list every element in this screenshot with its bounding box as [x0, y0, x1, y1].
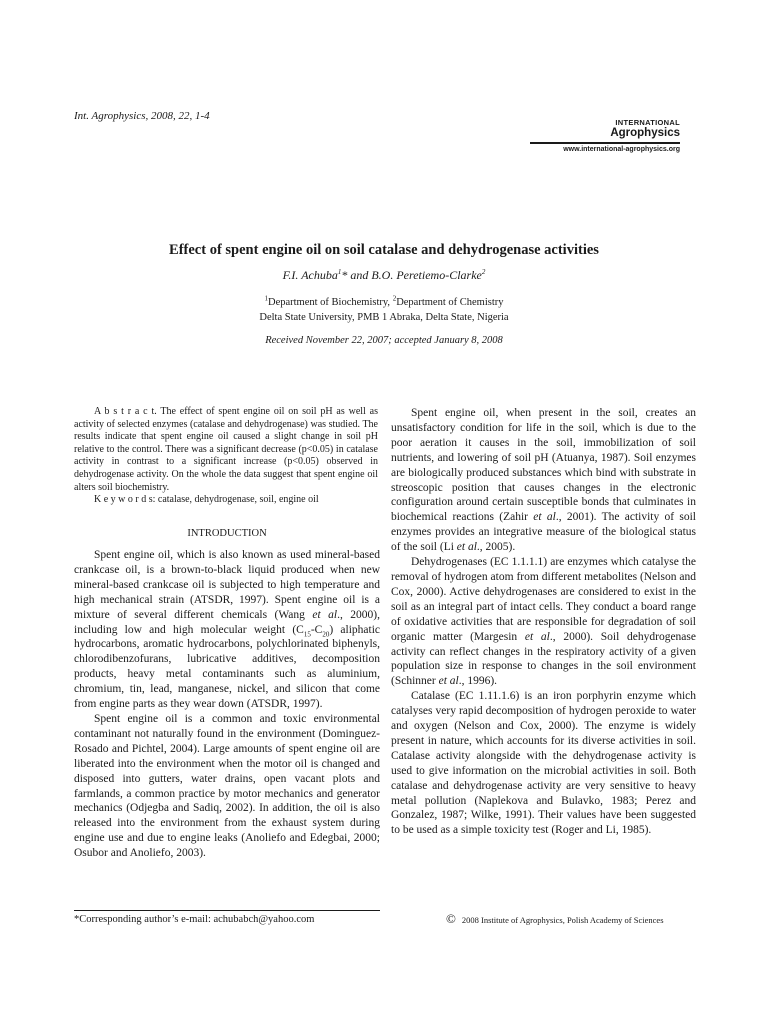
affil-dept-1: Department of Biochemistry,: [267, 297, 393, 308]
copyright-text: 2008 Institute of Agrophysics, Polish Academy of Sciences: [461, 915, 664, 925]
right-paragraph-1: [391, 406, 696, 555]
logo-rule: [530, 142, 680, 144]
author-line: [0, 268, 768, 283]
text-run: Spent engine oil, when present in the soil, creates an unsatisfactory condition for life in the soil, which is due to the poor aeration it causes in the soil, immobilization of soil nutrients, and lowering of soil pH (Atuanya, 1987). Soil enzymes are biologically produced substances which bind with substrate in streoscopic position that causes changes in the electronic configuration around certain susceptible bonds that culminates in biochemical reactions (Zahir: [391, 407, 696, 524]
authors-and: and: [347, 268, 372, 282]
affil-1-sup: 1: [264, 294, 268, 303]
left-paragraph-1: [74, 548, 380, 712]
paper-title: Effect of spent engine oil on soil catalase and dehydrogenase activities: [169, 242, 599, 258]
corresponding-mark: *: [341, 268, 348, 282]
abstract-text: The effect of spent engine oil on soil pH as well as activity of selected enzymes (catalase and dehydrogenase) was studied. The results indicate that spent engine oil caused a slight change in soil pH relative to the control. There was a significant decrease (p<0.05) in catalase activity in contrast to a significant increase (p<0.05) observed in dehydrogenase activity. On the whole the data suggest that spent engine oil alters soil biochemistry.: [74, 406, 378, 493]
author-2-name: B.O. Peretiemo-Clarke: [371, 268, 482, 282]
affiliation-line-1: [0, 294, 768, 308]
copyright-notice: [446, 911, 664, 927]
logo-url: www.international-agrophysics.org: [563, 145, 680, 153]
keywords-text: catalase, dehydrogenase, soil, engine oil: [157, 494, 319, 506]
journal-reference: Int. Agrophysics, 2008, 22, 1-4: [74, 110, 210, 122]
text-run: ., 1996).: [458, 675, 498, 688]
text-run: ., 2001). The activity of soil enzymes provides an integrative measure of the biological status of the soil (Li: [391, 511, 697, 554]
text-run-italic: et al: [533, 511, 556, 524]
right-column: [391, 406, 696, 838]
abstract-label: A b s t r a c t.: [94, 406, 157, 417]
text-run: Dehydrogenases (EC 1.1.1.1) are enzymes which catalyse the removal of hydrogen atom from different metabolites (Nelson and Cox, 2000). Active dehydrogenases are considered to exist in the soil as an integral part of intact cells. They conduct a board range of oxidative activities that are responsible for degradation of soil organic matter (Margesin: [391, 556, 696, 643]
text-run: -C: [310, 623, 323, 636]
text-run-italic: et al: [524, 630, 550, 643]
text-run: ) aliphatic hydrocarbons, aromatic hydrocarbons, polychlorinated biphenyls, chlorodibenzofurans, lubricative additives, decomposition products, heavy metal contaminants such as aluminium, chromium, tin, lead, manganese, nickel, and silicon that come from engine parts as they wear down (ATSDR, 1997).: [74, 623, 380, 711]
text-run: ., 2005).: [476, 541, 516, 554]
left-column: [74, 548, 380, 861]
keywords-label: K e y w o r d s:: [94, 494, 156, 506]
text-run: ., 2000), including low and high molecular weight (C: [74, 608, 380, 636]
right-paragraph-3: Catalase (EC 1.11.1.6) is an iron porphyrin enzyme which catalyses very rapid decomposition of hydrogen peroxide to water and oxygen (Nelson and Cox, 2000). The enzyme is widely present in nature, which accounts for its diverse activities in soil. Catalase activity alongside with the dehydrogenase activity is used to give information on the microbial activities in soil. Both catalase and dehydrogenase activity are very sensitive to heavy metal pollution (Naplekova and Bulavko, 1983; Perez and Gonzalez, 1987; Wilke, 1991). Their values have been suggested to be used as a simple toxicity test (Roger and Li, 1985).: [391, 690, 696, 837]
text-run-italic: et al: [312, 608, 338, 621]
author-2-affil-sup: 2: [481, 268, 486, 276]
right-paragraph-2: [391, 555, 696, 689]
author-1-name: F.I. Achuba: [282, 268, 338, 282]
affil-dept-2: Department of Chemistry: [396, 297, 504, 308]
abstract-block: [74, 406, 378, 507]
text-run: Spent engine oil, which is also known as used mineral-based crankcase oil, is a brown-to-black liquid produced when new mineral-based crankcase oil is subjected to high temperature and high mechanical strain (ATSDR, 1997). Spent engine oil is a mixture of several different chemicals (Wang: [74, 549, 380, 621]
keywords-paragraph: [74, 494, 378, 507]
subscript: 20: [322, 629, 330, 638]
logo-line-international: INTERNATIONAL: [615, 118, 680, 127]
author-1-affil-sup: 1: [337, 268, 342, 276]
left-paragraph-2: Spent engine oil is a common and toxic environmental contaminant not naturally found in the environment (Dominguez-Rosado and Pichtel, 2004). Large amounts of spent engine oil are liberated into the environment when the motor oil is changed and disposed into gutters, water drains, open vacant plots and farmlands, a common practice by motor mechanics and generator mechanics (Odjegba and Sadiq, 2002). In addition, the oil is also released into the environment from the exhaust system during engine use and due to engine leaks (Anoliefo and Edegbai, 2000; Osubor and Anoliefo, 2003).: [74, 712, 380, 860]
text-run: ., 2000). Soil dehydrogenase activity can reflect changes in the respiratory activity of a given population size in response to changes in the soil environment (Schinner: [391, 630, 696, 688]
journal-logo: [530, 118, 680, 153]
received-dates: Received November 22, 2007; accepted January 8, 2008: [265, 335, 503, 346]
footnote-rule: [74, 910, 380, 911]
affil-2-sup: 2: [392, 294, 397, 303]
logo-line-agrophysics: Agrophysics: [610, 127, 680, 139]
corresponding-author-footnote: *Corresponding author’s e-mail: achubabch@yahoo.com: [74, 914, 315, 925]
text-run-italic: et al: [456, 541, 477, 554]
subscript: 15: [303, 629, 311, 638]
section-heading-introduction: INTRODUCTION: [187, 528, 267, 539]
text-run-italic: et al: [438, 675, 459, 688]
affiliation-line-2: Delta State University, PMB 1 Abraka, Delta State, Nigeria: [259, 312, 509, 323]
copyright-symbol: ©: [446, 911, 456, 926]
abstract-paragraph: [74, 406, 378, 494]
